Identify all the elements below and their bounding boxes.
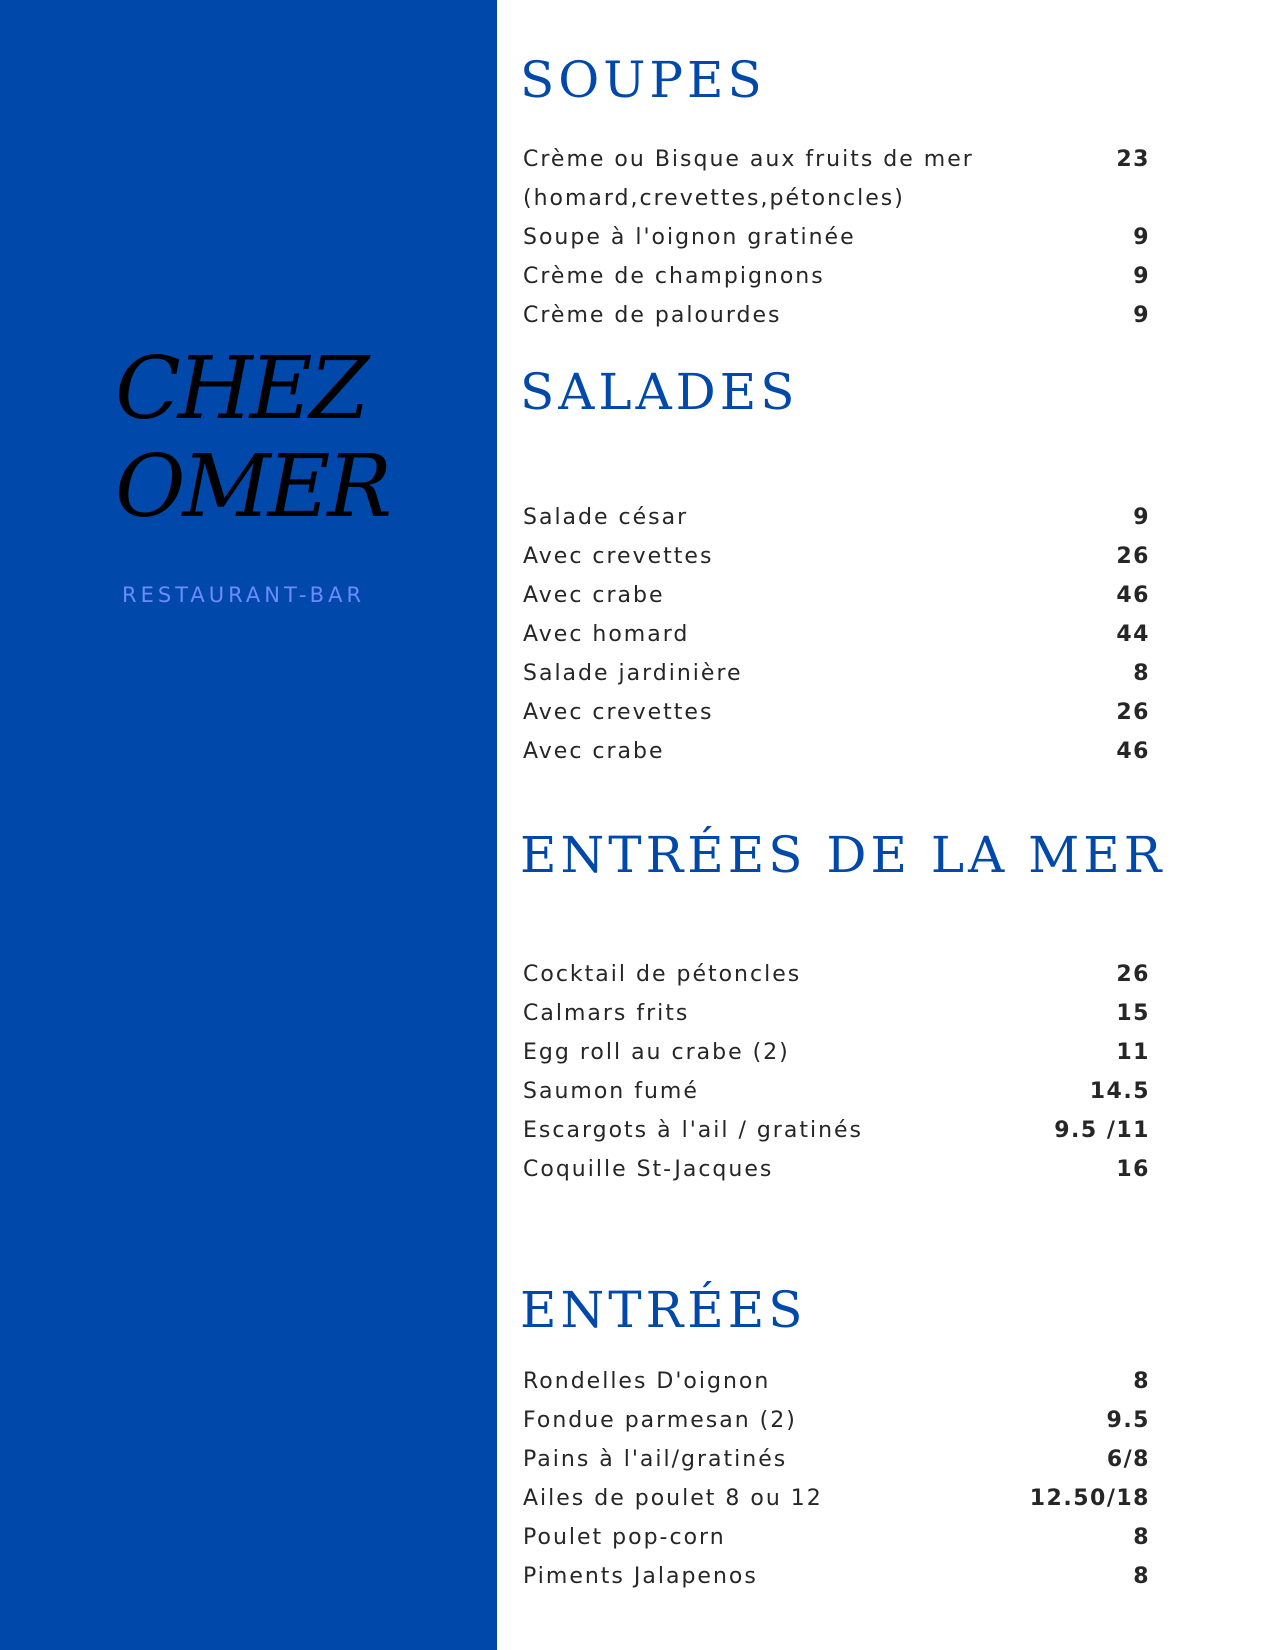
menu-item <box>523 576 1150 615</box>
menu-item <box>523 218 1150 257</box>
menu-item <box>523 955 1150 994</box>
item-name: Avec crabe <box>523 739 665 764</box>
sidebar-panel <box>0 0 497 1650</box>
item-name: Piments Jalapenos <box>523 1564 758 1589</box>
item-name: Cocktail de pétoncles <box>523 962 802 987</box>
item-name: Pains à l'ail/gratinés <box>523 1447 788 1472</box>
restaurant-subtitle: RESTAURANT-BAR <box>122 583 366 607</box>
item-name: Salade césar <box>523 505 689 530</box>
item-price: 8 <box>1133 1525 1150 1550</box>
item-name: Coquille St-Jacques <box>523 1157 774 1182</box>
item-price: 15 <box>1116 1001 1150 1026</box>
section-title-soupes: SOUPES <box>520 51 766 109</box>
item-price: 9 <box>1133 225 1150 250</box>
menu-item <box>523 179 1150 218</box>
item-price: 9 <box>1133 505 1150 530</box>
item-name: Avec crevettes <box>523 544 714 569</box>
item-name: Soupe à l'oignon gratinée <box>523 225 856 250</box>
item-price: 16 <box>1116 1157 1150 1182</box>
item-price: 8 <box>1133 1369 1150 1394</box>
item-price: 44 <box>1116 622 1150 647</box>
item-price: 23 <box>1116 147 1150 172</box>
restaurant-name <box>115 340 475 536</box>
section-title-salades: SALADES <box>520 363 799 421</box>
menu-list-salades <box>523 498 1150 771</box>
menu-item <box>523 654 1150 693</box>
menu-item <box>523 615 1150 654</box>
item-price: 9.5 /11 <box>1054 1118 1150 1143</box>
item-name: Fondue parmesan (2) <box>523 1408 797 1433</box>
item-name: Avec crevettes <box>523 700 714 725</box>
menu-item <box>523 1150 1150 1189</box>
menu-item <box>523 1479 1150 1518</box>
menu-item <box>523 257 1150 296</box>
menu-item <box>523 1111 1150 1150</box>
menu-item <box>523 498 1150 537</box>
menu-item <box>523 693 1150 732</box>
menu-item <box>523 1033 1150 1072</box>
item-price: 26 <box>1116 962 1150 987</box>
item-name: Crème de champignons <box>523 264 825 289</box>
menu-item <box>523 296 1150 335</box>
menu-list-entrees <box>523 1362 1150 1596</box>
item-price: 12.50/18 <box>1029 1486 1150 1511</box>
menu-list-soupes <box>523 140 1150 335</box>
section-title-entrees-de-la-mer: ENTRÉES DE LA MER <box>520 826 1166 884</box>
item-price: 11 <box>1116 1040 1150 1065</box>
item-price: 9.5 <box>1106 1408 1150 1433</box>
item-name: Saumon fumé <box>523 1079 699 1104</box>
section-title-entrees: ENTRÉES <box>520 1281 807 1339</box>
menu-item <box>523 140 1150 179</box>
menu-item <box>523 537 1150 576</box>
menu-item <box>523 1072 1150 1111</box>
item-name: Crème de palourdes <box>523 303 782 328</box>
item-price: 8 <box>1133 661 1150 686</box>
restaurant-name-line1: CHEZ <box>115 339 367 439</box>
item-price: 8 <box>1133 1564 1150 1589</box>
item-name: Avec crabe <box>523 583 665 608</box>
item-price: 46 <box>1116 739 1150 764</box>
item-name: Salade jardinière <box>523 661 743 686</box>
item-name: Poulet pop-corn <box>523 1525 726 1550</box>
item-name: Escargots à l'ail / gratinés <box>523 1118 864 1143</box>
item-price: 26 <box>1116 544 1150 569</box>
menu-item <box>523 1557 1150 1596</box>
item-price: 14.5 <box>1089 1079 1150 1104</box>
item-name: Avec homard <box>523 622 690 647</box>
item-name: Ailes de poulet 8 ou 12 <box>523 1486 823 1511</box>
menu-item <box>523 732 1150 771</box>
menu-item <box>523 1362 1150 1401</box>
item-name: Egg roll au crabe (2) <box>523 1040 790 1065</box>
item-price: 46 <box>1116 583 1150 608</box>
item-price: 26 <box>1116 700 1150 725</box>
menu-item <box>523 1401 1150 1440</box>
item-price: 9 <box>1133 303 1150 328</box>
item-name: Crème ou Bisque aux fruits de mer <box>523 147 974 172</box>
item-price: 9 <box>1133 264 1150 289</box>
menu-item <box>523 1518 1150 1557</box>
item-name: (homard,crevettes,pétoncles) <box>523 186 905 211</box>
restaurant-name-line2: OMER <box>115 437 390 537</box>
menu-item <box>523 994 1150 1033</box>
item-price: 6/8 <box>1106 1447 1150 1472</box>
menu-item <box>523 1440 1150 1479</box>
item-name: Calmars frits <box>523 1001 690 1026</box>
menu-list-entrees-de-la-mer <box>523 955 1150 1189</box>
item-name: Rondelles D'oignon <box>523 1369 771 1394</box>
